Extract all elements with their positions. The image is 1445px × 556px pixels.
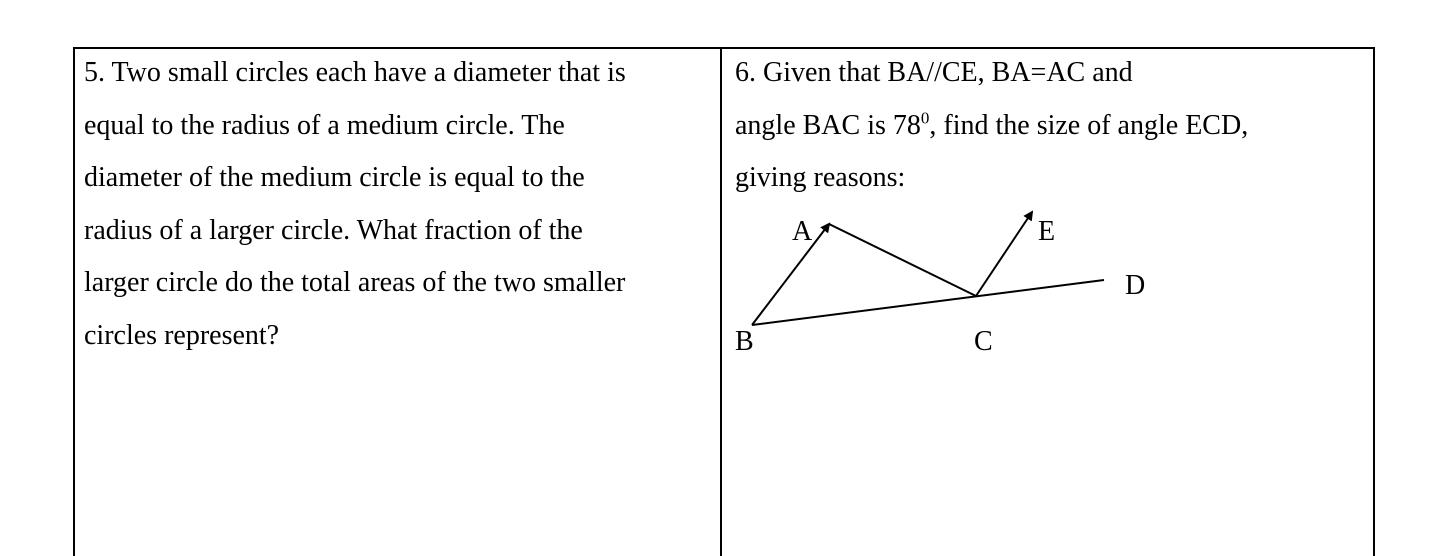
column-divider [720,47,722,556]
question-6-line-2 [735,100,1365,153]
question-6-line-1: 6. Given that BA//CE, BA=AC and [735,57,1133,88]
question-5-line: 5. Two small circles each have a diameter that is [84,57,626,88]
question-5-line: radius of a larger circle. What fraction of the [84,214,583,246]
question-6-line-2-text: angle BAC is 78 [735,109,921,141]
label-D: D [1125,270,1146,301]
question-5-line: diameter of the medium circle is equal to the [84,162,585,193]
degree-superscript: 0 [920,108,930,128]
segment-BD [752,280,1104,325]
question-5-line: larger circle do the total areas of the two smaller [84,267,626,298]
question-5-line: circles represent? [84,319,280,351]
segment-CE-arrow [976,212,1032,296]
question-6-line-2-rest: , find the size of angle ECD, [929,109,1249,141]
segment-AC [829,224,976,296]
label-C: C [974,326,993,357]
label-A: A [792,216,813,247]
question-6-line-3: giving reasons: [735,162,906,193]
geometry-diagram [725,200,1175,380]
label-E: E [1038,216,1056,247]
label-B: B [735,326,754,357]
segment-BA-arrow [752,224,829,325]
question-5-line: equal to the radius of a medium circle. The [84,109,565,141]
question-5-cell [84,47,714,362]
question-6-cell [735,47,1365,205]
